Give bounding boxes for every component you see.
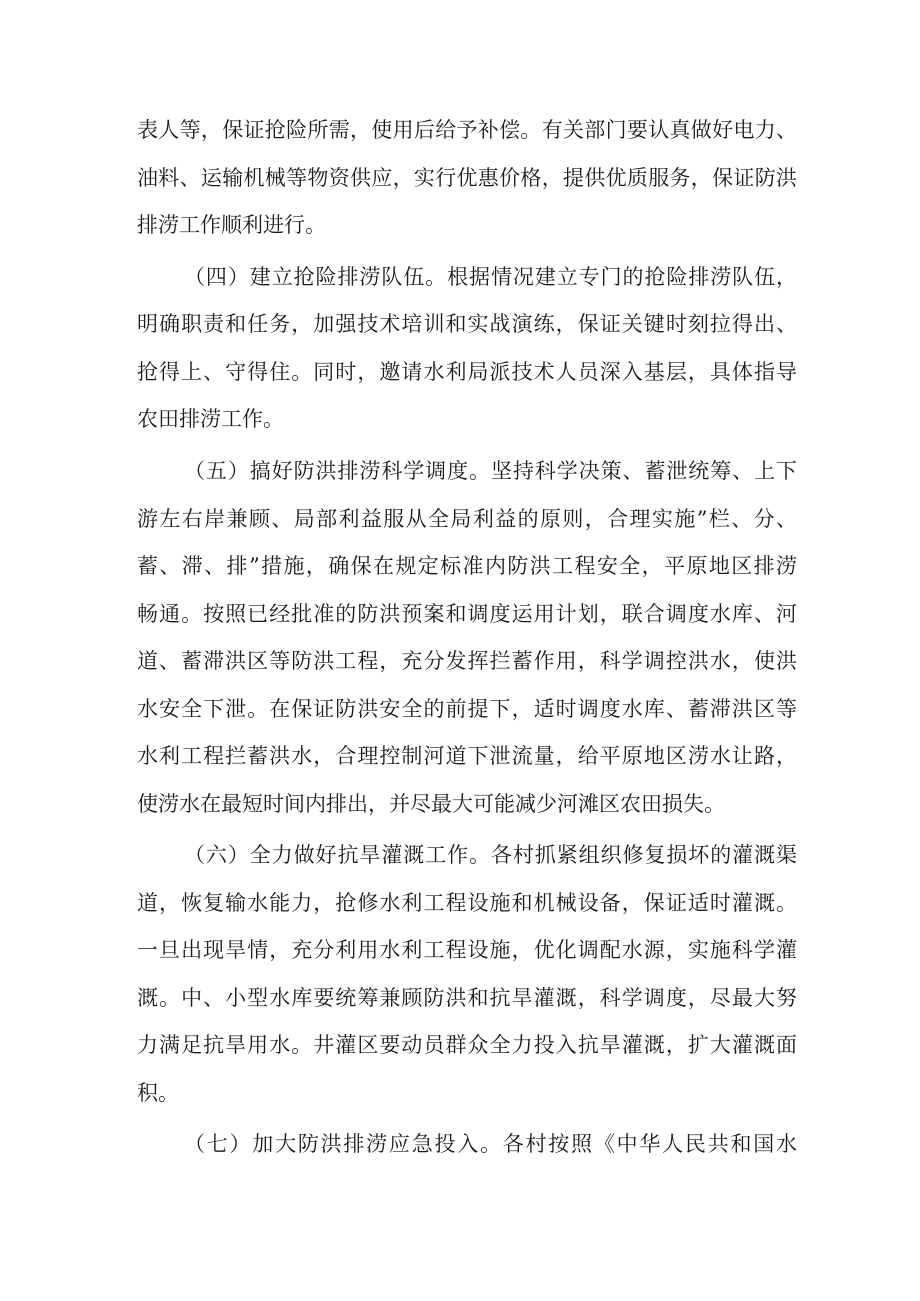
text-line: 道，恢复输水能力，抢修水利工程设施和机械设备，保证适时灌溉。 xyxy=(137,891,797,915)
text-line: 表人等，保证抢险所需，使用后给予补偿。有关部门要认真做好电力、 xyxy=(137,118,797,142)
paragraph-heading-line: （四）建立抢险排涝队伍。根据情况建立专门的抢险排涝队伍， xyxy=(184,265,797,289)
text-line: 道、蓄滞洪区等防洪工程，充分发挥拦蓄作用，科学调控洪水，使洪 xyxy=(137,649,797,673)
text-line: 排涝工作顺利进行。 xyxy=(137,213,326,237)
text-line: 力满足抗旱用水。井灌区要动员群众全力投入抗旱灌溉，扩大灌溉面 xyxy=(137,1033,797,1057)
text-line: 明确职责和任务，加强技术培训和实战演练，保证关键时刻拉得出、 xyxy=(137,312,797,336)
text-line: 一旦出现旱情，充分利用水利工程设施，优化调配水源，实施科学灌 xyxy=(137,938,797,962)
paragraph-heading-line: （七）加大防洪排涝应急投入。各村按照《中华人民共和国水 xyxy=(184,1132,797,1156)
text-line: 使涝水在最短时间内排出，并尽最大可能减少河滩区农田损失。 xyxy=(137,792,725,816)
text-line: 畅通。按照已经批准的防洪预案和调度运用计划，联合调度水库、河 xyxy=(137,602,797,626)
text-line: 游左右岸兼顾、局部利益服从全局利益的原则，合理实施”栏、分、 xyxy=(137,507,797,531)
text-line: 水利工程拦蓄洪水，合理控制河道下泄流量，给平原地区涝水让路， xyxy=(137,744,797,768)
text-line: 农田排涝工作。 xyxy=(137,407,284,431)
text-line: 水安全下泄。在保证防洪安全的前提下，适时调度水库、蓄滞洪区等 xyxy=(137,697,797,721)
paragraph-heading-line: （五）搞好防洪排涝科学调度。坚持科学决策、蓄泄统筹、上下 xyxy=(184,459,797,483)
text-line: 积。 xyxy=(137,1081,179,1105)
text-line: 溉。中、小型水库要统筹兼顾防洪和抗旱灌溉，科学调度，尽最大努 xyxy=(137,986,797,1010)
text-line: 油料、运输机械等物资供应，实行优惠价格，提供优质服务，保证防洪 xyxy=(137,166,797,190)
text-line: 蓄、滞、排”措施，确保在规定标准内防洪工程安全，平原地区排涝 xyxy=(137,554,797,578)
paragraph-heading-line: （六）全力做好抗旱灌溉工作。各村抓紧组织修复损坏的灌溉渠 xyxy=(184,843,797,867)
text-line: 抢得上、守得住。同时，邀请水利局派技术人员深入基层，具体指导 xyxy=(137,360,797,384)
